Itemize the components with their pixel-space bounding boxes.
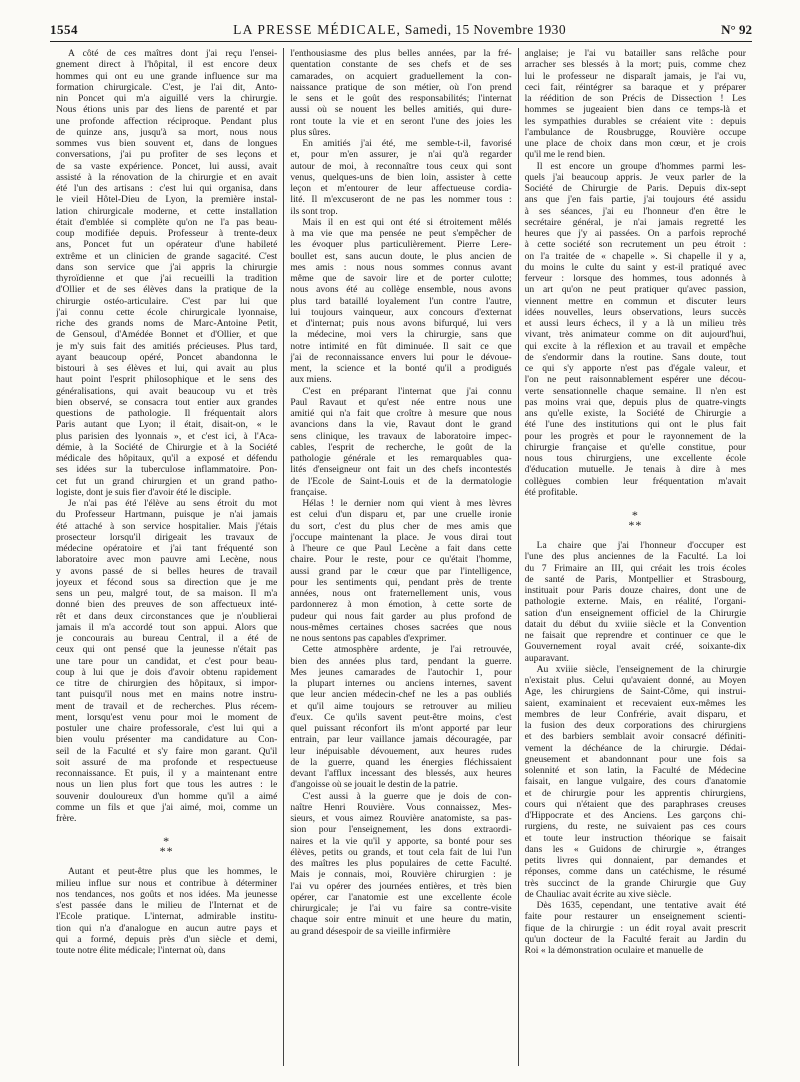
text-line: l'ai vu opérer des journées entières, et très bien [290, 880, 512, 892]
text-line: auparavant. [524, 652, 569, 664]
text-line: ferveur : lorsque des hommes, tous adonnés à [524, 273, 746, 284]
text-line: qu'il me le rend bien. [524, 149, 606, 161]
text-line: tion qui n'a d'analogue en aucun autre pays et [56, 922, 278, 934]
text-line: Hélas ! le dernier nom qui vient à mes lèvres [302, 498, 512, 509]
text-line: Je n'ai pas été l'élève au sens étroit du mot [68, 498, 278, 509]
text-line: Paris autant que Lyon; il était, disait-on, « le [56, 419, 278, 431]
text-line: lité. Il m'excuseront de ne pas les nommer tous : [290, 194, 512, 206]
text-line: qu'un docteur de la Faculté ferait au Jardin du [524, 933, 746, 945]
text-line: boullet est, sans aucun doute, le plus ancien de [290, 250, 512, 262]
column-2 [283, 48, 517, 1066]
text-line: conversations, j'ai pu profiter de ses leçons et [56, 149, 278, 161]
text-line: naires et la vie qu'il y apporte, sa bonté pour ses [290, 835, 512, 847]
text-line: bien voulu présenter ma candidature au Con- [56, 734, 278, 746]
text-line: pathologie externe. Mais, en réalité, l'organi- [524, 596, 746, 608]
text-line: ans que j'en fais partie, j'ai toujours été assidu [524, 194, 746, 206]
text-line: plus parisien des lyonnais », et c'est ici, à l'Aca- [56, 430, 278, 442]
text-line: coup modifiée depuis. Professeur à trente-deux [56, 228, 278, 239]
text-line: lités d'enseigneur ont fait un des chefs incontestés [290, 464, 512, 476]
text-line: opérer, car l'anatomie est une excellente école [290, 891, 512, 903]
text-line: chaque soir entre minuit et une heure du matin, [290, 914, 512, 926]
text-line: La chaire que j'ai l'honneur d'occuper est [536, 540, 746, 551]
text-line: amitié qui n'a fait que croître à mesure que nous [290, 408, 512, 419]
text-line: riche des grands noms de Marc-Antoine Petit, [56, 318, 278, 329]
text-line: nous tous chirurgiens, une excellente école [524, 453, 746, 464]
text-line: été l'une des institutions qui ont le plus fait [524, 419, 746, 431]
text-line: pour les sentiments qui, pendant près de trente [290, 576, 512, 588]
text-line: instituait pour Paris douze chaires, dont une de [524, 585, 746, 596]
text-line: vivant, très animateur comme on dit aujourd'hui, [524, 329, 746, 341]
text-line: postuler une chaire professorale, c'est lui qui a [56, 723, 278, 734]
text-line: une tare pour un candidat, et c'est pour beau- [56, 655, 278, 667]
text-line: autour de moi, à reconnaître tous ceux qui sont [290, 160, 512, 172]
text-line: En amitiés j'ai été, me semble-t-il, favorisé [302, 138, 512, 149]
text-line: aussi grand par le cœur que par l'intelligence, [290, 565, 512, 577]
text-line: à ma vie que ma pensée ne peut s'empêcher de [290, 228, 512, 239]
text-line: j'occupe maintenant la place. Je vous dirai tout [290, 531, 512, 543]
text-line: réponses, comme dans un catéchisme, le résumé [524, 866, 746, 878]
text-line: devant l'afflux incessant des blessés, aux heures [290, 768, 512, 779]
text-line: haut point l'esprit philosophique et le sens des [56, 374, 278, 386]
paragraph [525, 48, 746, 161]
text-line: à ses séances, j'ai eu l'honneur d'en être le [524, 205, 746, 217]
paragraph [525, 664, 746, 900]
text-line: d'angoisse où se jouait le destin de la patrie. [290, 779, 458, 791]
text-line: ceux qui ont pensé que la jeunesse n'était pas [56, 644, 278, 656]
text-line: chirurgicale; je l'ai vu faire sa contre-visite [290, 903, 512, 914]
text-line: ceci fait, réintégrer sa baraque et y préparer [524, 81, 746, 93]
text-line: assisté à la rénovation de la chirurgie et en avait [56, 171, 278, 183]
text-line: gnement direct à l'hôpital, il est encore deux [56, 59, 278, 71]
text-line: rêt et dans deux circonstances que je n'oublierai [56, 610, 278, 622]
text-line: logiste, dont je suis fier d'avoir été le disciple. [56, 486, 232, 498]
text-line: reconnaissance. Et puis, il y a maintenant entre [56, 768, 278, 779]
text-line: A côté de ces maîtres dont j'ai reçu l'ensei- [68, 48, 278, 59]
text-line: de quinze ans, jusqu'à sa mort, nous nous [56, 126, 278, 138]
text-line: française. [290, 486, 328, 498]
text-line: bien des années plus tard, pendant la guerre. [290, 655, 512, 667]
text-line: été profitable. [524, 486, 578, 498]
text-line: Autant et peut-être plus que les hommes, le [68, 866, 278, 878]
text-line: et de chirurgie pour les apprentis chirurgiens, [524, 787, 746, 799]
text-line: hommes qui ont eu une grande influence sur ma [56, 70, 278, 82]
paragraph [525, 161, 746, 499]
text-line: des maîtres les plus populaires de cette Faculté. [290, 858, 512, 869]
text-line: thyroïdienne et que j'ai recueilli la tradition [56, 273, 278, 284]
text-line: on l'a traitée de « chapelle ». Si chapelle il y a, [524, 250, 746, 262]
text-line: ans qu'elle existe, la Société de Chirurgie a [524, 408, 746, 419]
text-line: Il est encore un groupe d'hommes parmi les- [536, 160, 746, 172]
text-line: solennité et son latin, la Faculté de Médecine [524, 765, 746, 776]
text-line: d'eux. Ce qu'ils savent peut-être moins, c'est [290, 711, 512, 723]
text-line: qui a formé, depuis près d'un siècle et demi, [56, 933, 278, 945]
text-line: l'une des plus anciennes de la Faculté. La loi [524, 551, 746, 563]
text-line: sens clinique, les travaux de laboratoire impec- [290, 430, 512, 442]
text-line: anglaise; je l'ai vu batailler sans relâche pour [524, 48, 746, 59]
text-line: Société de Chirurgie de Paris. Depuis dix-sept [524, 183, 746, 194]
text-line: nous-mêmes certaines choses sacrées que nous [290, 621, 512, 633]
text-line: faite pour restaurer un enseignement scienti- [524, 911, 746, 923]
text-line: s'est passée dans le milieu de l'Internat et de [56, 900, 278, 911]
text-line: laboratoire avec mon pauvre ami Lecène, nous [56, 554, 278, 566]
text-line: joyeux et fécond sous sa direction que je me [56, 576, 278, 588]
text-line: qui excite à la réflexion et au travail et empêche [524, 340, 746, 352]
text-line: n'existait plus. Celui qu'avaient donné, au Moyen [524, 675, 746, 686]
text-line: coup à lui que je dois d'avoir obtenu rapidement [56, 666, 278, 678]
text-line: prosecteur lorsqu'il dirigeait les travaux de [56, 531, 278, 543]
text-line: Nous étions unis par des liens de parenté et par [56, 104, 278, 116]
text-line: Gouvernement royal avait créé, soixante-dix [524, 641, 746, 653]
text-line: avancions dans la vie, Ravaut dont le grand [290, 419, 512, 431]
text-line: généralisations, qui avait beaucoup vu et très [56, 385, 278, 397]
text-line: ce qui s'y apporte n'est pas d'égale valeur, et [524, 363, 746, 374]
article-columns [50, 48, 752, 1066]
text-line: le vieil Hôtel-Dieu de Lyon, la première instal- [56, 194, 278, 206]
text-line: de sa vaste expérience. Poncet, lui aussi, avait [56, 160, 278, 172]
paragraph [290, 217, 511, 386]
paragraph [290, 644, 511, 790]
text-line: de Chauliac avait écrite au xive siècle. [524, 888, 672, 900]
paragraph [290, 791, 511, 937]
text-line: pas moins vrai que, depuis plus de quatre-vingts [524, 396, 746, 408]
text-line: faisait, en langue vulgaire, des cours d'anatomie [524, 776, 746, 788]
paragraph [290, 138, 511, 217]
text-line: entrain, par leur vaillance jamais découragée, par [290, 734, 512, 746]
text-line: d'éducation mutuelle. Je tenais à dire à mes [524, 464, 746, 476]
text-line: membres de leur Confrérie, avait disparu, et [524, 708, 746, 720]
text-line: du 7 Frimaire an III, qui créait les trois écoles [524, 562, 746, 574]
column-1 [50, 48, 283, 1066]
text-line: aussi où se nouent les belles amitiés, qui dure- [290, 104, 512, 116]
text-line: et d'internat; puis nous avons bifurqué, lui vers [290, 318, 512, 329]
text-line: formation chirurgicale. C'est, je l'ai dit, Anto- [56, 81, 278, 93]
section-separator [56, 824, 277, 866]
text-line: fique de la chirurgie : un édit royal avait prescrit [524, 922, 746, 934]
separator-stars [56, 844, 277, 858]
page-header [50, 16, 752, 42]
text-line: du Professeur Hartmann, puisque je n'ai jamais [56, 509, 278, 521]
text-line: camarades, on acquiert graduellement la con- [290, 70, 512, 82]
text-line: quentation constante de ses chefs et de ses [290, 59, 512, 71]
text-line: très succinct de la grande Chirurgie que Guy [524, 877, 746, 889]
text-line: je concourais au bureau Central, il a été de [56, 633, 278, 644]
text-line: soit assuré de ma profonde et respectueuse [56, 756, 278, 768]
text-line: ment, lorsqu'est venu pour moi le moment de [56, 711, 278, 723]
separator-star: * [166, 844, 174, 859]
text-line: les évoquer plus particulièrement. Pierre Lere- [290, 239, 512, 251]
text-line: ans, Poncet fut un opérateur d'une habileté [56, 239, 278, 251]
text-line: dans son service que j'ai appris la chirurgie [56, 261, 278, 273]
text-line: arracher ses blessés à la mort; puis, comme chez [524, 59, 746, 71]
text-line: viennent mettre en commun et discuter leurs [524, 295, 746, 307]
text-line: nin Poncet qui m'a aiguillé vers la chirurgie. [56, 93, 278, 104]
text-line: lui le professeur ne disparaît jamais, je l'ai vu, [524, 70, 746, 82]
text-line: je m'y suis fait des amitiés précieuses. Plus tard, [56, 340, 278, 352]
text-line: était d'emblée si complète qu'on ne l'a pas beau- [56, 216, 278, 228]
text-line: questions de pathologie. Il fréquentait alors [56, 408, 278, 419]
text-line: élèves, petits ou grands, et tout cela fait de lui l'un [290, 846, 512, 858]
separator-star: * [635, 518, 643, 532]
text-line: été l'un des artisans : c'est lui qui organisa, dans [56, 183, 278, 194]
text-line: années, nous ont fraternellement unis, vous [290, 588, 512, 599]
text-line: même que de savoir lire et de porter culotte; [290, 273, 512, 284]
text-line: Paul Ravaut et qu'est née entre nous une [290, 396, 512, 408]
text-line: du sort, c'est du plus cher de mes amis que [290, 520, 512, 532]
text-line: sion pour l'enseignement, les dons extraordi- [290, 824, 512, 836]
text-line: dans les « Guidons de chirurgie », étranges [524, 843, 746, 855]
text-line: aux miens. [290, 374, 332, 386]
text-line: datait du début du xviiie siècle et la Convention [524, 618, 746, 630]
text-line: de Gensoul, d'Amédée Bonnet et d'Ollier, et que [56, 329, 278, 341]
text-line: ayant beaucoup opéré, Poncet abandonna le [56, 351, 278, 363]
text-line: et qu'il aime toujours se retrouver au milieu [290, 700, 512, 712]
text-line: gneusement et abandonnant pour une fois sa [524, 753, 746, 765]
text-line: chirurgie ostéo-articulaire. C'est par lui que [56, 295, 278, 307]
text-line: bistouri à ses élèves et lui, qui avait au plus [56, 363, 278, 374]
text-line: la fusion des deux corporations des chirurgiens [524, 720, 746, 731]
text-line: ils sont trop. [290, 205, 338, 217]
text-line: naissance pratique de son métier, où l'on prend [290, 81, 512, 93]
text-line: rurgiens, du reste, ne suivaient pas ces cours [524, 821, 746, 833]
text-line: sieurs, et vous aimez Rouvière anatomiste, sa pas- [290, 813, 512, 824]
text-line: secrétaire général, je n'ai jamais regretté les [524, 216, 746, 228]
text-line: la médecine, moi vers la chirurgie, sans que [290, 329, 512, 341]
text-line: quels j'ai beaucoup appris. Je veux parler de la [524, 171, 746, 183]
text-line: sation d'un enseignement officiel de la Chirurgie [524, 607, 746, 619]
text-line: jamais il m'a accordé tout son appui. Alors que [56, 621, 278, 633]
text-line: collègues combien leur fréquentation m'avait [524, 475, 746, 487]
paragraph [290, 48, 511, 138]
text-line: la plupart internes ou anciens internes, savent [290, 678, 512, 689]
text-line: petits livres qui donnaient, par demandes et [524, 855, 746, 866]
text-line: naître Henri Rouvière. Vous connaissez, Mes- [290, 801, 512, 813]
text-line: souvenir douloureux d'un homme qu'il a aimé [56, 790, 278, 802]
page-number: 1554 [50, 22, 78, 37]
separator-star: * [163, 834, 171, 849]
text-line: pardonnerez à mon émotion, à cette sorte de [290, 599, 512, 611]
text-line: l'enthousiasme des plus belles années, par la fré- [290, 48, 512, 59]
text-line: saient, examinaient et recevaient eux-mêmes les [524, 697, 746, 709]
text-line: et aussi leurs échecs, il y a là un milieu très [524, 318, 746, 329]
issue-number: N° 92 [721, 22, 752, 37]
text-line: leur inépuisable dévouement, aux heures rudes [290, 745, 512, 757]
text-line: Mes jeunes camarades de l'autochir 1, pour [290, 666, 512, 678]
text-line: est celui d'un disparu et, par une cruelle ironie [290, 509, 512, 521]
text-line: nos tendances, nos goûts et nos idées. Ma jeunesse [56, 888, 278, 900]
text-line: ment de travail et de recherches. Plus récem- [56, 700, 278, 712]
text-line: Mais je connais, moi, Rouvière chirurgien : je [290, 869, 512, 881]
text-line: les sympathies durables se créaient vite : depuis [524, 115, 746, 127]
text-line: ses idées sur la tuberculose inflammatoire. Pon- [56, 464, 278, 476]
text-line: idées nouvelles, leurs observations, leurs succès [524, 306, 746, 318]
column-3 [518, 48, 752, 1066]
text-line: de santé de Paris, Montpellier et Strasbourg, [524, 573, 746, 585]
text-line: du moins le culte du saint y est-il pratiqué avec [524, 261, 746, 273]
text-line: au grand désespoir de sa vieille infirmière [290, 925, 451, 937]
text-line: de l'Ecole de Saint-Louis et de la dermatologie [290, 475, 512, 487]
text-line: leçon et m'entourer de leur affectueuse cordia- [290, 183, 512, 194]
text-line: C'est aussi à la guerre que je dois de con- [302, 790, 512, 802]
text-line: Roi « la démonstration oculaire et manuelle de [524, 945, 704, 956]
text-line: seil de la Faculté et s'y faire mon garant. Qu'il [56, 745, 278, 757]
paragraph [290, 386, 511, 499]
text-line: que leur ancien médecin-chef ne les a pas oubliés [290, 689, 512, 701]
text-line: à cette société son recrutement un peu étroit : [524, 239, 746, 251]
text-line: et des barbiers semblait avoir consacré définiti- [524, 731, 746, 743]
text-line: donné bien des preuves de son affectueux inté- [56, 599, 278, 611]
paragraph [56, 498, 277, 824]
text-line: lation chirurgicale moderne, et cette installation [56, 205, 278, 217]
text-line: hommes se jugeaient bien dans ce temps-là et [524, 104, 746, 116]
text-line: ront toute la vie et en seront l'une des joies les [290, 115, 512, 127]
masthead-paper: LA PRESSE MÉDICALE, [233, 22, 402, 37]
text-line: Au xviiie siècle, l'enseignement de la chirurgie [536, 663, 746, 675]
text-line: tant puisqu'il nous met en mains notre instru- [56, 689, 278, 701]
text-line: plus sûres. [290, 126, 331, 138]
text-line: à l'heure ce que Paul Lecène a fait dans cette [290, 543, 512, 554]
text-line: milieu influe sur nous et contribue à déterminer [56, 877, 278, 889]
text-line: Dès 1635, cependant, une tentative avait été [536, 900, 746, 911]
text-line: frère. [56, 813, 77, 824]
text-line: une profonde affection réciproque. Pendant plus [56, 115, 278, 127]
text-line: l'on ne peut raisonnablement espérer une décou- [524, 374, 746, 386]
text-line: notre intimité en fût diminuée. Il sait ce que [290, 340, 512, 352]
text-line: C'est en préparant l'internat que j'ai connu [302, 385, 512, 397]
text-line: cet fut un grand chirurgien et un grand patho- [56, 475, 278, 487]
text-line: sens un peu, malgré tout, de sa maison. Il m'a [56, 588, 278, 599]
section-separator [525, 498, 746, 540]
text-line: été attaché à son service hospitalier. Mais j'étais [56, 520, 278, 532]
text-line: sommes vus bien souvent et, dans de longues [56, 138, 278, 149]
text-line: pour les progrès et pour le rayonnement de la [524, 430, 746, 442]
text-line: une place de choix dans mon cœur, et je crois [524, 138, 746, 149]
text-line: la réédition de son Précis de Dissection ! Les [524, 93, 746, 104]
text-line: démie, à la Société de Chirurgie et à la Société [56, 441, 278, 453]
paragraph [56, 866, 277, 956]
paragraph [56, 48, 277, 498]
text-line: bien observé, se consacra tout entier aux grandes [56, 396, 278, 408]
text-line: le sens et le goût des responsabilités; l'internat [290, 93, 512, 104]
text-line: cours qui n'étaient que des paraphrases creuses [524, 798, 746, 810]
text-line: de s'endormir dans la routine. Sans doute, tout [524, 351, 746, 363]
text-line: médecine opératoire et j'ai tant fréquenté son [56, 543, 278, 554]
text-line: extrême et un clinicien de grande sagacité. C'est [56, 250, 278, 262]
masthead-date: Samedi, 15 Novembre 1930 [404, 22, 566, 37]
text-line: d'Hippocrate et des Anciens. Les garçons chi- [524, 810, 746, 821]
text-line: d'Ollier et de ses élèves dans la pratique de la [56, 284, 278, 296]
text-line: cables, l'esprit de recherche, le goût de la [290, 441, 512, 453]
text-line: j'ai connu cette école chirurgicale lyonnaise, [56, 306, 278, 318]
separator-star: * [159, 844, 167, 859]
masthead [233, 22, 566, 38]
text-line: venus, quelques-uns de bien loin, assister à cette [290, 171, 512, 183]
text-line: et toute leur instruction théorique se faisait [524, 832, 746, 844]
paragraph [525, 900, 746, 956]
text-line: toute notre élite médicale; l'internat où, dans [56, 945, 226, 956]
text-line: nous avons été au collège ensemble, nous avons [290, 284, 512, 296]
text-line: ment, la science et la bonté qu'il a prodigués [290, 363, 512, 374]
text-line: comme un fils et que j'ai aimé, moi, comme un [56, 801, 278, 813]
text-line: l'ambulance de Rousbrugge, Rouvière occupe [524, 126, 746, 138]
text-line: mes amis : nous nous sommes connus avant [290, 261, 512, 273]
text-line: verte sensationnelle chaque semaine. Il n'en est [524, 385, 746, 397]
text-line: chirurgie française et qu'elle constitue, pour [524, 441, 746, 453]
text-line: et, pour m'en assurer, je n'ai qu'à regarder [290, 149, 512, 161]
text-line: ce titre de chirurgien des hôpitaux, si impor- [56, 678, 278, 689]
separator-star: * [628, 518, 636, 532]
text-line: nous un lien plus fort que tous les autres : le [56, 779, 278, 791]
text-line: un art qu'on ne peut pratiquer qu'avec passion, [524, 284, 746, 296]
text-line: Age, les chirurgiens de Saint-Côme, qui instrui- [524, 686, 746, 698]
text-line: ne nous sentons pas capables d'exprimer. [290, 633, 447, 644]
text-line: plus tard bataillé loyalement l'un contre l'autre, [290, 295, 512, 307]
text-line: pudeur qui nous fait garder au plus profond de [290, 610, 512, 622]
separator-stars [525, 518, 746, 532]
text-line: heures que j'y ai passées. On a parfois reproché [524, 228, 746, 239]
text-line: de la guerre, quand les énergies fléchissaient [290, 756, 512, 768]
text-line: Cette atmosphère ardente, je l'ai retrouvée, [302, 644, 512, 656]
text-line: chaire. Pour le reste, pour ce qu'était l'homme, [290, 554, 512, 566]
separator-star: * [631, 508, 639, 522]
text-line: lui toujours vainqueur, aux concours d'externat [290, 306, 512, 318]
paragraph [525, 540, 746, 664]
text-line: quel puissant réconfort ils m'ont apporté par leur [290, 723, 512, 734]
text-line: ne faisait que reprendre et continuer ce que le [524, 630, 746, 641]
text-line: Mais il en est qui ont été si étroitement mêlés [302, 216, 512, 228]
text-line: j'ai de reconnaissance envers lui pour le dévoue- [290, 351, 512, 363]
text-line: l'Ecole pratique. L'internat, admirable institu- [56, 911, 278, 923]
text-line: médicale des hôpitaux, qu'il a exposé et défendu [56, 453, 278, 464]
text-line: vement la déchéance de la chirurgie. Dédai- [524, 742, 746, 754]
text-line: pathologie générale et les remarquables qua- [290, 453, 512, 464]
paragraph [290, 498, 511, 644]
text-line: y avons passé de si belles heures de travail [56, 565, 278, 577]
